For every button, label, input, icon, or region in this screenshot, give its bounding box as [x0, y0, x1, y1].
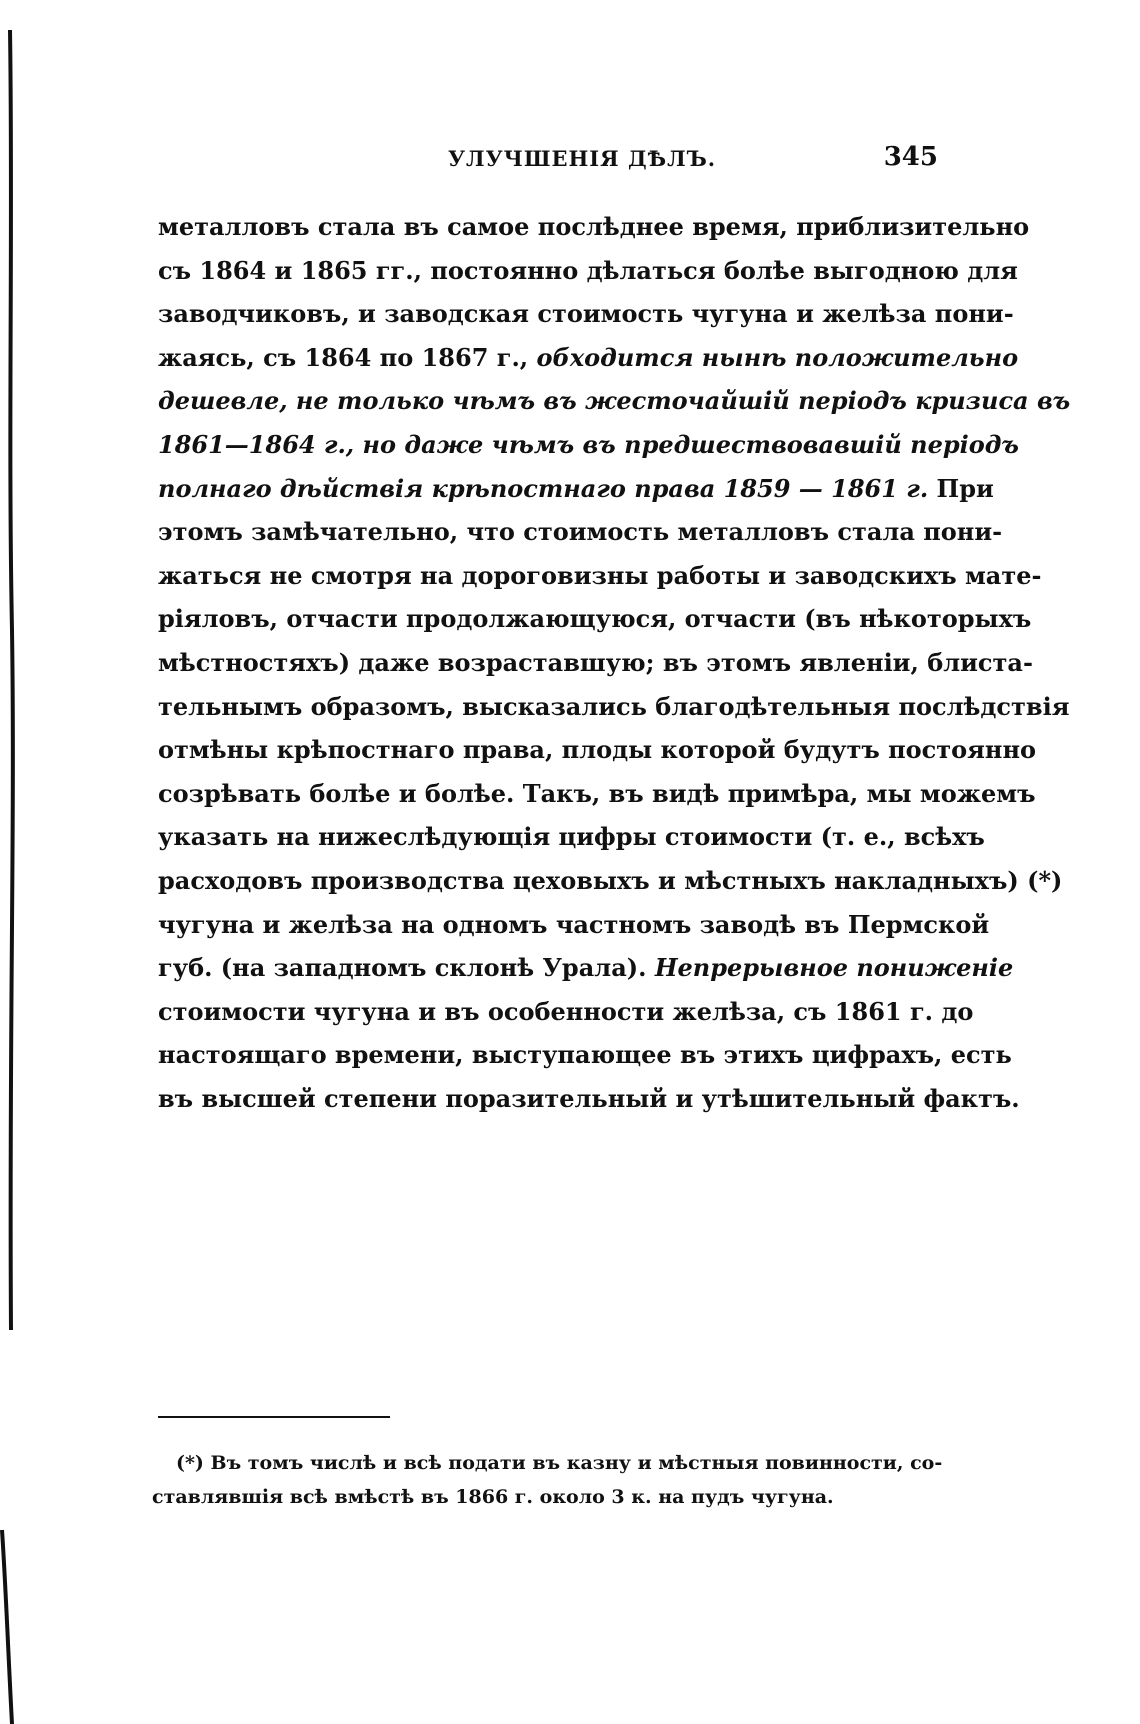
text-line — [158, 728, 1037, 772]
text-line — [158, 510, 1003, 554]
text-span: чугуна и желѣза на одномъ частномъ заводѣ въ Пермской — [158, 909, 990, 939]
text-span: тельнымъ образомъ, высказались благодѣтельныя послѣдствія — [158, 691, 1070, 721]
scan-edge-shadow-bottom — [0, 1530, 14, 1724]
body-text — [158, 205, 1071, 1120]
scan-edge-shadow — [6, 30, 16, 1330]
footnote — [152, 1446, 943, 1514]
italic-span: полнаго дѣйствія крѣпостнаго права 1859 — 1861 г. — [158, 473, 929, 503]
text-line — [158, 205, 1030, 249]
text-span: настоящаго времени, выступающее въ этихъ цифрахъ, есть — [158, 1040, 1012, 1070]
text-span: жаться не смотря на дороговизны работы и заводскихъ мате- — [158, 560, 1042, 590]
text-line — [158, 903, 990, 947]
text-line — [158, 597, 1032, 641]
text-line — [158, 249, 1018, 293]
text-span: созрѣвать болѣе и болѣе. Такъ, въ видѣ примѣра, мы можемъ — [158, 778, 1036, 808]
text-line — [158, 772, 1036, 816]
text-line — [158, 379, 1071, 423]
text-line — [158, 336, 1019, 380]
text-line — [158, 554, 1042, 598]
text-line — [158, 859, 1063, 903]
footnote-rule — [158, 1416, 390, 1418]
running-head: УЛУЧШЕНІЯ ДѢЛЪ. — [448, 146, 717, 171]
text-span: расходовъ производства цеховыхъ и мѣстныхъ накладныхъ) (*) — [158, 865, 1063, 895]
text-span: жаясь, съ 1864 по 1867 г., — [158, 342, 537, 372]
text-span: При — [928, 473, 994, 503]
text-line — [158, 467, 994, 511]
text-line — [158, 641, 1033, 685]
italic-span: дешевле, не только чѣмъ въ жесточайшій періодъ кризиса въ — [158, 386, 1071, 416]
text-line — [158, 990, 974, 1034]
italic-span: 1861—1864 г., но даже чѣмъ въ предшествовавшій періодъ — [158, 429, 1019, 459]
text-line — [158, 423, 1019, 467]
text-span: стоимости чугуна и въ особенности желѣза, съ 1861 г. до — [158, 996, 974, 1026]
text-span: металловъ стала въ самое послѣднее время, приблизительно — [158, 212, 1030, 241]
page-header — [158, 142, 938, 182]
text-line — [158, 815, 985, 859]
page-number: 345 — [883, 142, 938, 172]
text-span: указать на нижеслѣдующія цифры стоимости (т. е., всѣхъ — [158, 822, 985, 852]
text-line — [158, 292, 1014, 336]
text-line — [158, 946, 1014, 990]
text-line — [158, 1077, 1020, 1121]
text-span: этомъ замѣчательно, что стоимость металловъ стала пони- — [158, 517, 1003, 547]
italic-span: Непрерывное пониженіе — [654, 953, 1014, 983]
text-span: отмѣны крѣпостнаго права, плоды которой будутъ постоянно — [158, 735, 1037, 765]
italic-span: обходится нынѣ положительно — [536, 342, 1019, 372]
text-span: съ 1864 и 1865 гг., постоянно дѣлаться болѣе выгодною для — [158, 255, 1018, 285]
text-span: мѣстностяхъ) даже возраставшую; въ этомъ явленіи, блиста- — [158, 647, 1033, 677]
text-line — [158, 685, 1070, 729]
text-span: ріяловъ, отчасти продолжающуюся, отчасти (въ нѣкоторыхъ — [158, 604, 1032, 634]
text-span: заводчиковъ, и заводская стоимость чугуна и желѣза пони- — [158, 299, 1014, 329]
text-line — [158, 1033, 1012, 1077]
footnote-line: (*) Въ томъ числѣ и всѣ подати въ казну и мѣстныя повинности, со- — [176, 1452, 943, 1474]
footnote-line: ставлявшія всѣ вмѣстѣ въ 1866 г. около 3 к. на пудъ чугуна. — [152, 1486, 834, 1508]
text-span: въ высшей степени поразительный и утѣшительный фактъ. — [158, 1083, 1020, 1113]
text-span: губ. (на западномъ склонѣ Урала). — [158, 953, 655, 983]
